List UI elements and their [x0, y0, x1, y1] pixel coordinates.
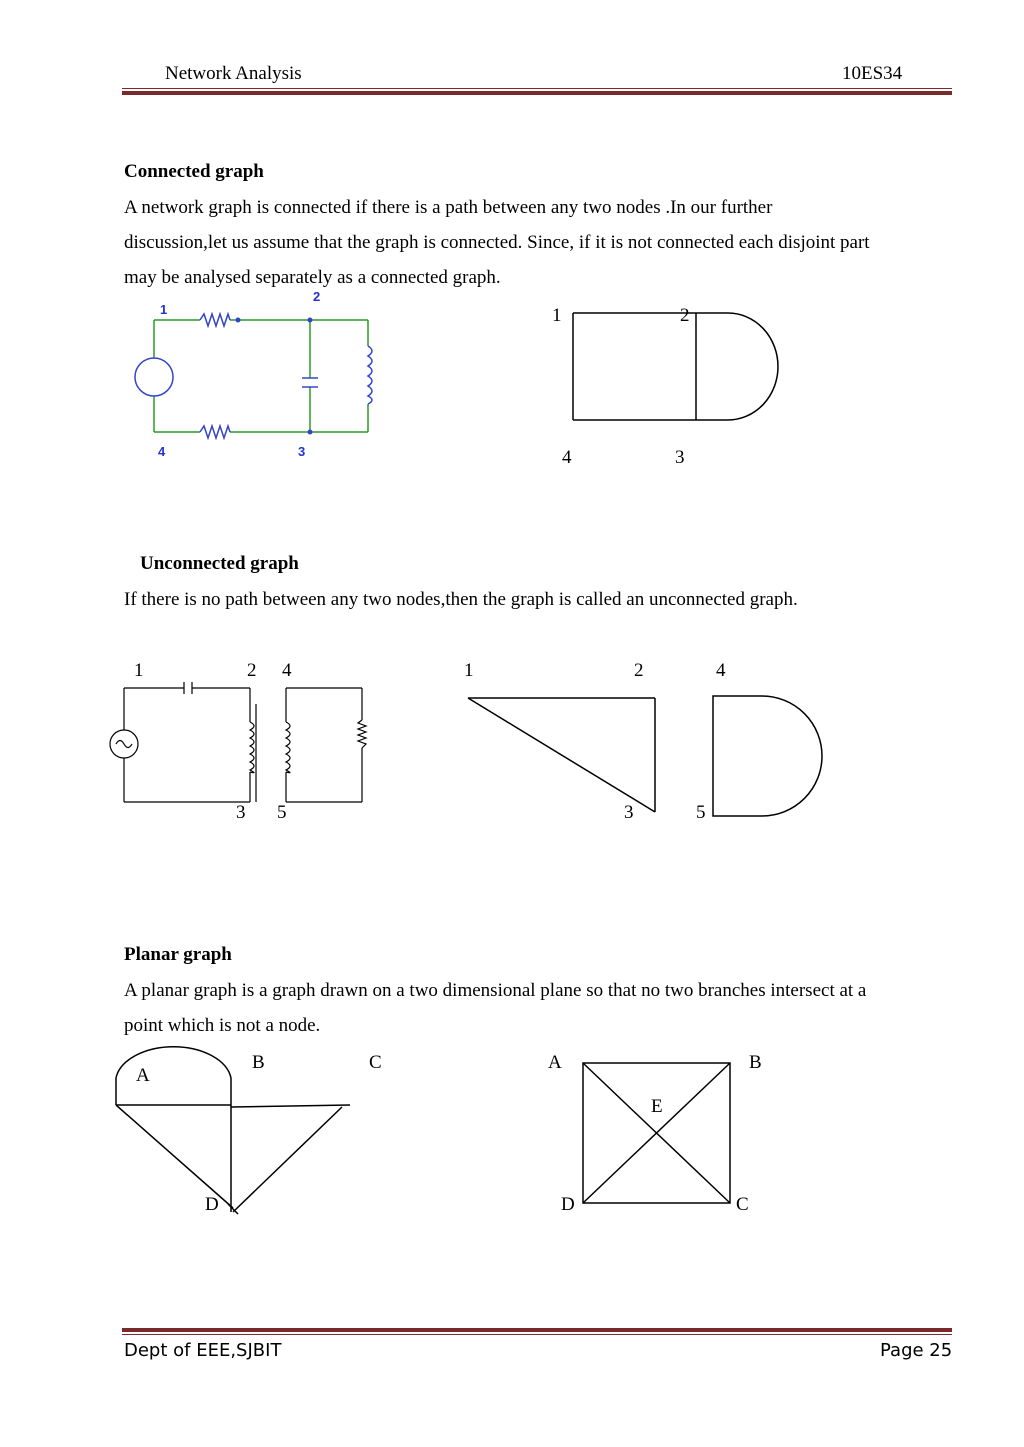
planar-left-node-a: A — [136, 1065, 150, 1086]
circuit-node-1: 1 — [160, 302, 168, 317]
unconnected-graph-paragraph: If there is no path between any two nodes,then the graph is called an unconnected graph. — [124, 589, 798, 610]
footer-rule-thin — [122, 1334, 952, 1335]
planar-left-node-c: C — [369, 1052, 382, 1073]
connected-graph-paragraph — [124, 190, 964, 295]
header-title: Network Analysis — [165, 63, 302, 84]
footer-rule-thick — [122, 1328, 952, 1332]
unconnected-circuit-diagram — [100, 652, 390, 832]
connected-graph-heading: Connected graph — [124, 161, 264, 182]
planar-graph-diagram-left — [100, 1038, 390, 1228]
planar-right-node-d: D — [561, 1194, 575, 1215]
planar-line-1: A planar graph is a graph drawn on a two dimensional plane so that no two branches intersect at a — [124, 980, 867, 1001]
unconnected-graph-node-1: 1 — [464, 660, 474, 681]
unconnected-circuit-node-4: 4 — [282, 660, 292, 681]
unconnected-graph-node-2: 2 — [634, 660, 644, 681]
connected-circuit-diagram — [120, 286, 400, 466]
planar-line-2: point which is not a node. — [124, 1015, 321, 1036]
header-rule-thin — [122, 88, 952, 89]
connected-line-3: may be analysed separately as a connected graph. — [124, 267, 501, 288]
unconnected-graph-heading: Unconnected graph — [140, 553, 299, 574]
unconnected-graph-node-5: 5 — [696, 802, 706, 823]
circuit-node-4: 4 — [158, 444, 166, 459]
unconnected-circuit-node-2: 2 — [247, 660, 257, 681]
planar-left-node-d: D — [205, 1194, 219, 1215]
planar-right-node-e: E — [651, 1096, 663, 1117]
planar-graph-paragraph — [124, 973, 964, 1043]
graph-node-2: 2 — [680, 305, 690, 326]
unconnected-graph-diagram — [450, 652, 840, 832]
planar-right-node-a: A — [548, 1052, 562, 1073]
unconnected-circuit-node-1: 1 — [134, 660, 144, 681]
graph-node-1: 1 — [552, 305, 562, 326]
connected-line-2: discussion,let us assume that the graph is connected. Since, if it is not connected each disjoint part — [124, 232, 870, 253]
footer-department: Dept of EEE,SJBIT — [124, 1340, 282, 1361]
unconnected-circuit-node-5: 5 — [277, 802, 287, 823]
unconnected-graph-node-4: 4 — [716, 660, 726, 681]
connected-graph-diagram — [540, 296, 800, 476]
planar-graph-heading: Planar graph — [124, 944, 232, 965]
unconnected-graph-node-3: 3 — [624, 802, 634, 823]
graph-node-4: 4 — [562, 447, 572, 468]
header-rule-thick — [122, 91, 952, 95]
graph-node-3: 3 — [675, 447, 685, 468]
unconnected-circuit-node-3: 3 — [236, 802, 246, 823]
circuit-node-2: 2 — [313, 289, 321, 304]
planar-right-node-b: B — [749, 1052, 762, 1073]
planar-left-node-b: B — [252, 1052, 265, 1073]
circuit-node-3: 3 — [298, 444, 306, 459]
planar-graph-diagram-right — [540, 1038, 780, 1228]
planar-right-node-c: C — [736, 1194, 749, 1215]
connected-line-1: A network graph is connected if there is a path between any two nodes .In our further — [124, 197, 773, 218]
header-code: 10ES34 — [842, 63, 903, 84]
footer-page-number: Page 25 — [880, 1340, 953, 1361]
